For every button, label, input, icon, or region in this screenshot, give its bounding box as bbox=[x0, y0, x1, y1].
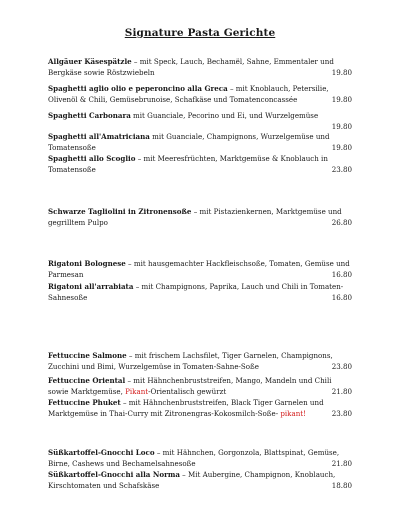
menu-item-price: 21.80 bbox=[331, 387, 352, 396]
menu-item bbox=[48, 110, 352, 132]
menu-item-description: – mit hausgemachter Hackfleischsoße, Tomaten, Gemüse und Parmesan bbox=[48, 259, 350, 279]
menu-item bbox=[48, 469, 352, 491]
menu-item bbox=[48, 56, 352, 78]
menu-item-price: 23.80 bbox=[331, 165, 352, 174]
menu-item-price: 18.80 bbox=[331, 481, 352, 490]
menu-item-price: 21.80 bbox=[331, 459, 352, 468]
menu-item bbox=[48, 397, 352, 419]
menu-item-description: – Mit Aubergine, Champignon, Knoblauch, Kirschtomaten und Schafskäse bbox=[48, 470, 336, 490]
menu-item bbox=[48, 206, 352, 228]
menu-item bbox=[48, 258, 352, 280]
menu-item bbox=[48, 83, 352, 105]
menu-item-description: – mit Champignons, Paprika, Lauch und Chili in Tomaten-Sahnesoße bbox=[48, 282, 344, 302]
menu-item-description: – mit Hähnchen, Gorgonzola, Blattspinat, Gemüse, Birne, Cashews und Bechamelsahnesoße bbox=[48, 448, 340, 468]
menu-item-price: 16.80 bbox=[331, 270, 352, 279]
menu-item-name: Rigatoni Bolognese bbox=[48, 259, 126, 268]
menu-item-price: 19.80 bbox=[331, 143, 352, 152]
menu-item-name: Spaghetti allo Scoglio bbox=[48, 154, 136, 163]
menu-item-description: – mit Hähnchenbruststreifen, Black Tiger Garnelen und Marktgemüse in Thai-Curry mit Zitronengras-Kokosmilch-Soße- bbox=[48, 398, 324, 418]
menu-item bbox=[48, 153, 352, 175]
menu-item-price: 16.80 bbox=[331, 293, 352, 302]
menu-item-name: Allgäuer Käsespätzle bbox=[48, 57, 132, 66]
menu-item-name: Spaghetti aglio olio e peperoncino alla Greca bbox=[48, 84, 228, 93]
menu-item-price: 26.80 bbox=[331, 218, 352, 227]
menu-item-name: Schwarze Tagliolini in Zitronensoße bbox=[48, 207, 192, 216]
menu-item-price: 23.80 bbox=[331, 362, 352, 371]
menu-item-name: Fettuccine Salmone bbox=[48, 351, 127, 360]
menu-item-description: – mit frischem Lachsfilet, Tiger Garnelen, Champignons, Zucchini und Bimi, Wurzelgemüse in Tomaten-Sahne-Soße bbox=[48, 351, 333, 371]
menu-item-name: Spaghetti Carbonara bbox=[48, 111, 131, 120]
menu-item bbox=[48, 350, 352, 372]
pikant-label: Pikant bbox=[125, 387, 149, 396]
menu-item bbox=[48, 447, 352, 469]
menu-item bbox=[48, 281, 352, 303]
menu-item-description: – mit Pistazienkernen, Marktgemüse und gegrilltem Pulpo bbox=[48, 207, 342, 227]
menu-item-name: Fettuccine Oriental bbox=[48, 376, 126, 385]
menu-item-price: 19.80 bbox=[331, 95, 352, 104]
menu-item-name: Spaghetti all'Amatriciana bbox=[48, 132, 150, 141]
menu-item bbox=[48, 131, 352, 153]
pikant-label: pikant! bbox=[280, 409, 306, 418]
menu-item-price: 19.80 bbox=[331, 68, 352, 77]
menu-item bbox=[48, 375, 352, 397]
menu-item-description: mit Guanciale, Pecorino und Ei, und Wurzelgemüse bbox=[130, 111, 319, 120]
menu-item-price: 19.80 bbox=[331, 122, 352, 131]
menu-item-name: Fettuccine Phuket bbox=[48, 398, 121, 407]
menu-item-name: Süßkartoffel-Gnocchi alla Norma bbox=[48, 470, 180, 479]
menu-item-description: – mit Hähnchenbruststreifen, Mango, Mandeln und Chili sowie Marktgemüse, bbox=[48, 376, 332, 396]
menu-item-price: 23.80 bbox=[331, 409, 352, 418]
menu-item-name: Süßkartoffel-Gnocchi Loco bbox=[48, 448, 155, 457]
menu-title: Signature Pasta Gerichte bbox=[124, 27, 276, 39]
menu-item-description: – mit Speck, Lauch, Bechamël, Sahne, Emmentaler und Bergkäse sowie Röstzwiebeln bbox=[48, 57, 334, 77]
menu-item-name: Rigatoni all'arrabiata bbox=[48, 282, 134, 291]
menu-item-description: – mit Knoblauch, Petersilie, Olivenöl & Chili, Gemüsebrunoise, Schafkäse und Tomatenconcassée bbox=[48, 84, 329, 104]
menu-item-description: – mit Meeresfrüchten, Marktgemüse & Knoblauch in Tomatensoße bbox=[48, 154, 328, 174]
menu-item-description: mit Guanciale, Champignons, Wurzelgemüse und Tomatensoße bbox=[48, 132, 330, 152]
menu-item-description-end: -Orientalisch gewürzt bbox=[148, 387, 227, 396]
